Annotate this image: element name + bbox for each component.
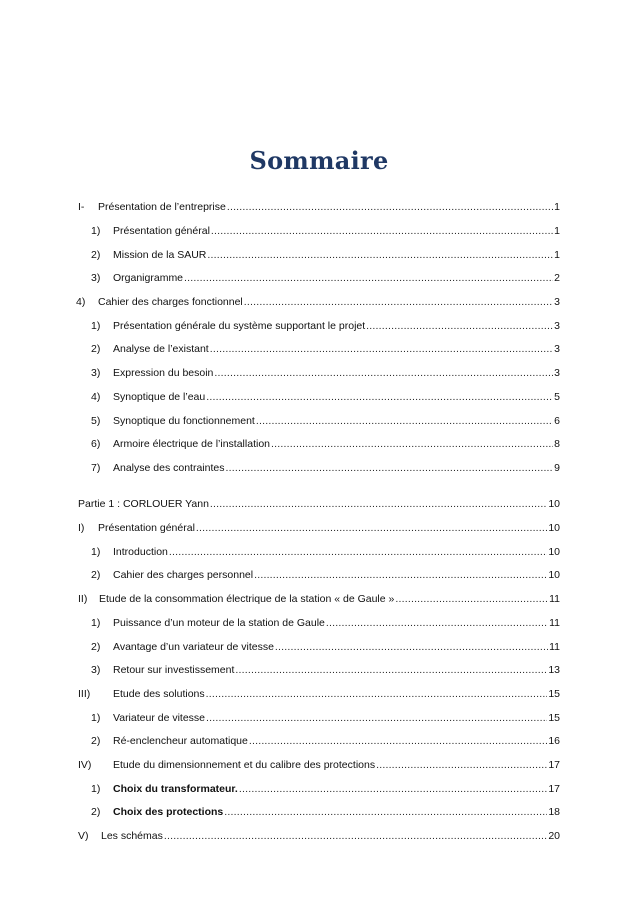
toc-dot-leader [256,414,553,428]
toc-entry[interactable] [91,707,560,725]
toc-entry-label: Armoire électrique de l’installation [113,438,270,450]
toc-entry-number: I) [78,522,85,534]
toc-entry-number: 3) [91,664,101,676]
toc-entry[interactable] [91,220,560,238]
toc-entry[interactable] [91,612,560,630]
toc-entry-label: Avantage d’un variateur de vitesse [113,641,274,653]
toc-entry-number: 7) [91,462,101,474]
toc-entry-page-number: 10 [548,569,560,581]
toc-entry[interactable] [91,433,560,451]
toc-entry-page-number: 10 [548,498,560,510]
toc-dot-leader [210,342,553,356]
toc-entry-number: 1) [91,320,101,332]
toc-entry-number: IV) [78,759,92,771]
toc-entry-number: 2) [91,569,101,581]
toc-dot-leader [395,592,548,606]
toc-entry-label: Présentation général [98,522,195,534]
toc-entry-label: Présentation de l’entreprise [98,201,226,213]
toc-entry-number: 3) [91,367,101,379]
toc-entry-label: Puissance d’un moteur de la station de Gaule [113,617,325,629]
toc-entry[interactable] [78,196,560,214]
toc-entry[interactable] [91,386,560,404]
toc-entry-page-number: 2 [554,272,560,284]
toc-entry-label: Variateur de vitesse [113,712,206,724]
toc-entry-label: Synoptique du fonctionnement [113,415,255,427]
toc-entry-page-number: 1 [554,249,560,261]
toc-entry[interactable] [91,778,560,796]
toc-dot-leader [275,640,548,654]
toc-entry[interactable] [91,636,560,654]
toc-entry[interactable] [91,541,560,559]
toc-entry-number: 1) [91,225,101,237]
toc-entry[interactable] [91,659,560,677]
toc-entry-page-number: 16 [548,735,560,747]
toc-entry-page-number: 3 [554,367,560,379]
toc-entry-page-number: 18 [548,806,560,818]
toc-entry-number: II) [78,593,88,605]
toc-entry[interactable] [76,291,560,309]
toc-entry-number: 4) [91,391,101,403]
toc-entry-number: 2) [91,343,101,355]
toc-dot-leader [207,248,553,262]
toc-dot-leader [214,366,553,380]
toc-entry-page-number: 3 [554,320,560,332]
toc-entry-number: 6) [91,438,101,450]
toc-entry-page-number: 11 [549,593,560,605]
toc-dot-leader [244,295,553,309]
toc-entry-label: Etude de la consommation électrique de la station « de Gaule » [99,593,395,605]
toc-entry-number: 1) [91,712,101,724]
toc-entry-page-number: 8 [554,438,560,450]
toc-entry-label: Mission de la SAUR [113,249,207,261]
toc-dot-leader [227,200,553,214]
toc-dot-leader [366,319,553,333]
toc-entry-number: V) [78,830,89,842]
toc-entry-label: Etude des solutions [113,688,205,700]
toc-entry-page-number: 1 [554,225,560,237]
toc-entry-label: Cahier des charges personnel [113,569,254,581]
toc-entry-page-number: 5 [554,391,560,403]
toc-entry-number: 1) [91,617,101,629]
toc-dot-leader [224,805,547,819]
toc-entry-label: Expression du besoin [113,367,214,379]
toc-entry[interactable] [78,825,560,843]
toc-entry-label: Choix des protections [113,806,224,818]
toc-entry-label: Présentation général [113,225,210,237]
toc-dot-leader [169,545,547,559]
toc-entry-page-number: 10 [548,546,560,558]
page-title: Sommaire [249,146,389,175]
toc-dot-leader [206,390,553,404]
toc-entry-label: Analyse des contraintes [113,462,225,474]
toc-entry-page-number: 6 [554,415,560,427]
toc-entry-number: 5) [91,415,101,427]
toc-entry-label: Partie 1 : CORLOUER Yann [78,498,209,510]
toc-entry-page-number: 1 [554,201,560,213]
toc-entry-number: 3) [91,272,101,284]
toc-entry-number: 2) [91,249,101,261]
toc-entry[interactable] [91,564,560,582]
toc-dot-leader [210,497,547,511]
toc-dot-leader [206,711,547,725]
toc-dot-leader [254,568,547,582]
toc-entry-number: I- [78,201,85,213]
toc-entry-page-number: 15 [548,688,560,700]
toc-entry-number: 1) [91,546,101,558]
toc-entry-label: Organigramme [113,272,184,284]
toc-entry[interactable] [91,410,560,428]
toc-entry-page-number: 11 [549,617,560,629]
toc-entry-number: III) [78,688,91,700]
toc-dot-leader [326,616,548,630]
toc-dot-leader [376,758,547,772]
toc-entry-label: Analyse de l’existant [113,343,209,355]
toc-entry-page-number: 15 [548,712,560,724]
toc-dot-leader [225,461,553,475]
toc-entry-number: 2) [91,641,101,653]
toc-entry[interactable] [78,493,560,511]
toc-entry-label: Présentation générale du système supportant le projet [113,320,366,332]
toc-entry-page-number: 3 [554,296,560,308]
toc-dot-leader [271,437,553,451]
toc-entry-label: Etude du dimensionnement et du calibre des protections [113,759,376,771]
toc-entry-page-number: 9 [554,462,560,474]
toc-entry-label: Les schémas [101,830,163,842]
toc-entry-page-number: 17 [548,759,560,771]
toc-entry-page-number: 20 [548,830,560,842]
toc-dot-leader [239,782,547,796]
toc-entry-page-number: 13 [548,664,560,676]
toc-dot-leader [249,734,547,748]
toc-entry-label: Ré-enclencheur automatique [113,735,248,747]
toc-entry[interactable] [78,588,560,606]
toc-entry-number: 1) [91,783,101,795]
toc-entry-label: Cahier des charges fonctionnel [98,296,243,308]
toc-entry-label: Choix du transformateur. [113,783,238,795]
toc-entry[interactable] [78,517,560,535]
toc-dot-leader [211,224,553,238]
toc-entry-label: Introduction [113,546,168,558]
toc-entry-page-number: 11 [549,641,560,653]
toc-entry[interactable] [91,267,560,285]
toc-dot-leader [196,521,547,535]
toc-entry-number: 2) [91,806,101,818]
toc-entry-label: Retour sur investissement [113,664,235,676]
toc-entry[interactable] [78,754,560,772]
toc-entry[interactable] [91,730,560,748]
toc-entry[interactable] [91,315,560,333]
toc-entry[interactable] [78,683,560,701]
toc-dot-leader [235,663,547,677]
toc-entry[interactable] [91,338,560,356]
toc-entry-page-number: 3 [554,343,560,355]
toc-dot-leader [164,829,547,843]
toc-dot-leader [206,687,548,701]
toc-entry[interactable] [91,362,560,380]
toc-entry[interactable] [91,244,560,262]
toc-entry[interactable] [91,457,560,475]
toc-entry-page-number: 10 [548,522,560,534]
toc-entry[interactable] [91,801,560,819]
toc-dot-leader [184,271,553,285]
toc-entry-label: Synoptique de l’eau [113,391,206,403]
toc-entry-page-number: 17 [548,783,560,795]
toc-entry-number: 4) [76,296,86,308]
toc-entry-number: 2) [91,735,101,747]
